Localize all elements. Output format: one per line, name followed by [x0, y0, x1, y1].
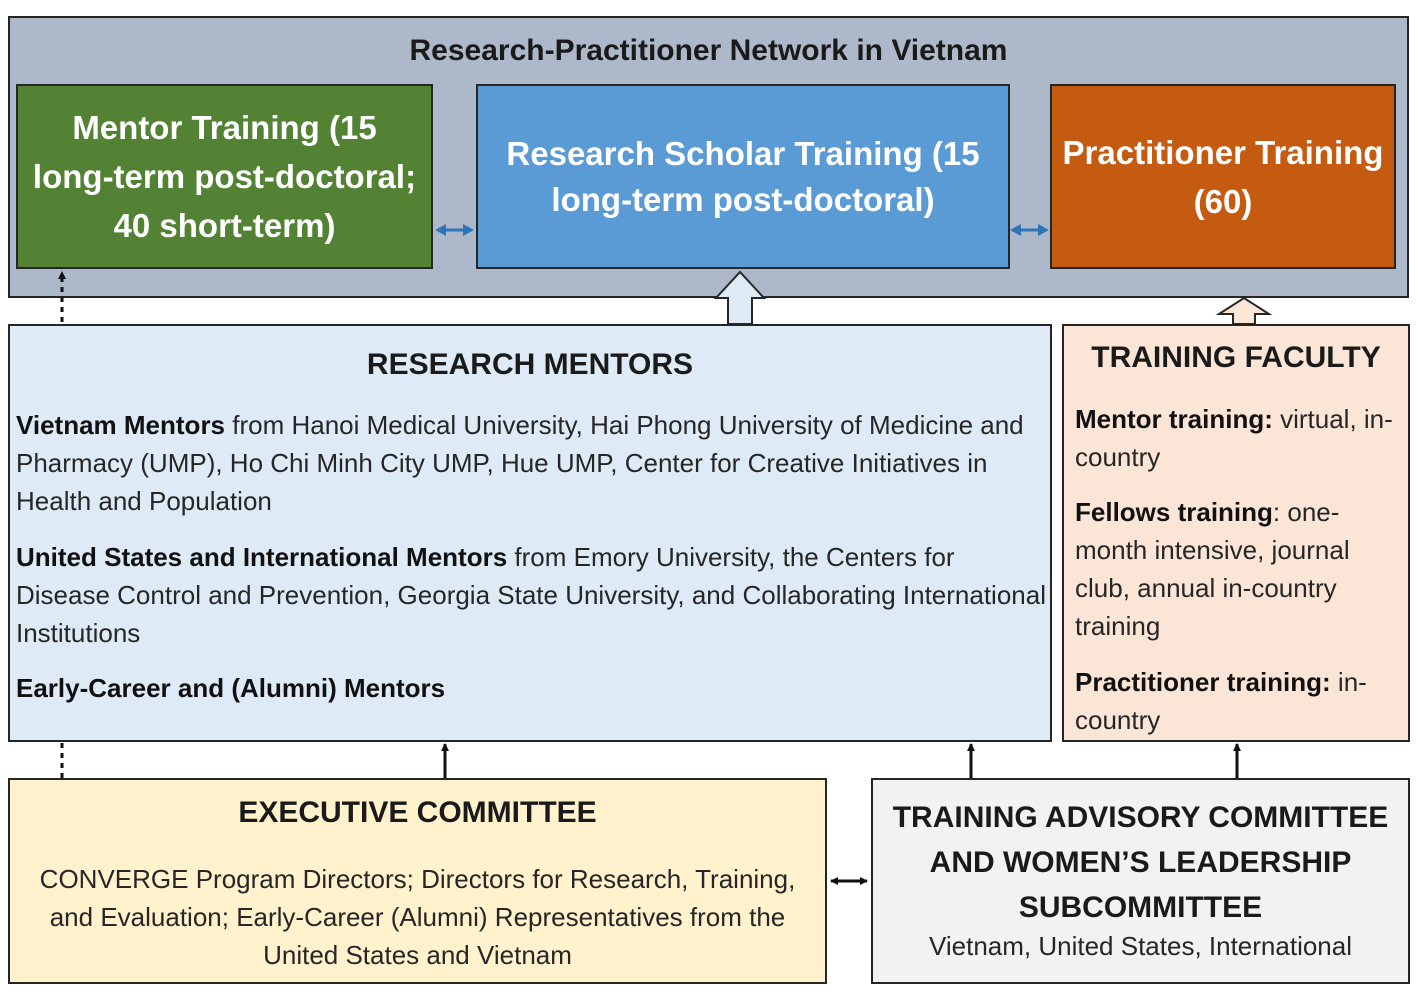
us-international-mentors-label: United States and International Mentors: [16, 542, 508, 572]
faculty-fellows-training-detail: : one-month intensive, journal club, annual in-country training: [1075, 497, 1350, 641]
vietnam-mentors-label: Vietnam Mentors: [16, 410, 226, 440]
research-scholar-training-box: [476, 84, 1010, 269]
early-career-mentors-label: Early-Career and (Alumni) Mentors: [16, 673, 446, 703]
mentor-training-label: Mentor Training (15 long-term post-doctoral; 40 short-term): [32, 109, 417, 244]
faculty-mentor-training-label: Mentor training:: [1075, 404, 1273, 434]
advisory-committee-heading: TRAINING ADVISORY COMMITTEE AND WOMEN’S LEADERSHIP SUBCOMMITTEE: [892, 801, 1389, 924]
practitioner-training-box: [1050, 84, 1396, 269]
block-arrow-to-practitioner-training: [1219, 298, 1269, 324]
research-mentors-heading: RESEARCH MENTORS: [366, 348, 694, 381]
executive-committee-body: CONVERGE Program Directors; Directors for Research, Training, and Evaluation; Early-Career (Alumni) Representatives from the United States and Vietnam: [39, 864, 796, 970]
network-title: Research-Practitioner Network in Vietnam: [409, 34, 1008, 67]
mentor-training-box: [16, 84, 433, 269]
faculty-practitioner-training-detail: in-country: [1075, 667, 1367, 735]
faculty-mentor-training-detail: virtual, in-country: [1075, 404, 1393, 472]
practitioner-training-label: Practitioner Training (60): [1062, 133, 1384, 220]
research-scholar-training-label: Research Scholar Training (15 long-term post-doctoral): [506, 134, 980, 218]
faculty-fellows-training-label: Fellows training: [1075, 497, 1273, 527]
advisory-committee-body: Vietnam, United States, International: [929, 931, 1352, 961]
vietnam-mentors-detail: from Hanoi Medical University, Hai Phong University of Medicine and Pharmacy (UMP), Ho Chi Minh City UMP, Hue UMP, Center for Creative Initiatives in Health and Population: [16, 410, 1024, 516]
training-faculty-heading: TRAINING FACULTY: [1091, 341, 1381, 374]
us-international-mentors-detail: from Emory University, the Centers for Disease Control and Prevention, Georgia State University, and Collaborating International Institutions: [16, 542, 1046, 648]
faculty-practitioner-training-label: Practitioner training:: [1075, 667, 1331, 697]
vietnam-mentors-text: [16, 406, 1046, 520]
us-international-mentors-text: [16, 538, 1050, 652]
faculty-mentor-training-text: [1075, 400, 1395, 476]
executive-committee-heading: EXECUTIVE COMMITTEE: [238, 796, 597, 829]
faculty-fellows-training-text: [1075, 493, 1395, 645]
faculty-practitioner-training-text: [1075, 663, 1395, 739]
